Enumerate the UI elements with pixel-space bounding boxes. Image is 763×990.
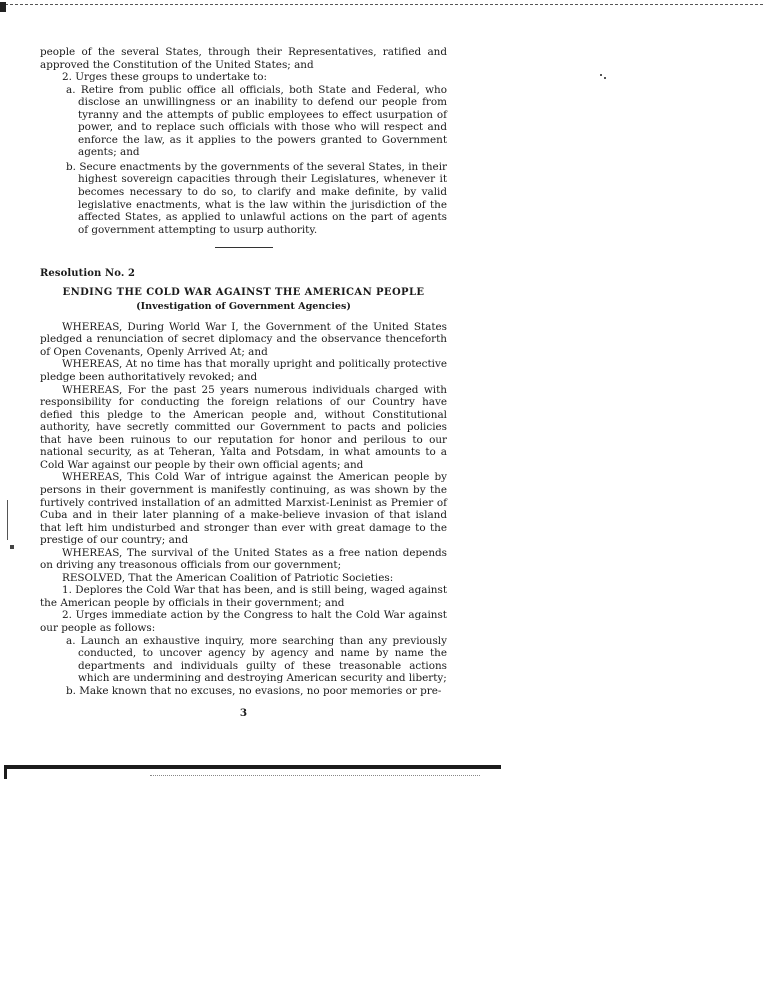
document-page: [40, 46, 447, 720]
bottom-corner-mark: [4, 765, 7, 779]
resolution-title: ENDING THE COLD WAR AGAINST THE AMERICAN PEOPLE: [62, 286, 425, 298]
bottom-edge-bar: [4, 765, 501, 769]
left-margin-mark: [7, 500, 8, 540]
whereas-paragraph: WHEREAS, For the past 25 years numerous individuals charged with responsibility for conducting the foreign relations of our Country have defied this pledge to the American people and, without Constitutional authority, have secretly committed our Government to pacts and policies that have been ruinous to our reputation for honor and perilous to our national security, as at Teheran, Yalta and Potsdam, in what amounts to a Cold War against our people by their own official agents; and: [40, 383, 447, 471]
list-item: 2. Urges immediate action by the Congress to halt the Cold War against our people as follows:: [40, 609, 447, 634]
top-corner-mark: [0, 2, 6, 12]
paragraph: people of the several States, through their Representatives, ratified and approved the Constitution of the United States; and: [40, 46, 447, 71]
top-edge-line: [0, 4, 763, 5]
sub-item-a: a. Retire from public office all officials, both State and Federal, who disclose an unwillingness or an inability to defend our people from tyranny and the attempts of public employees to effect usurpation of power, and to replace such officials with those who will respect and enforce the law, as it applies to the powers granted to Government agents; and: [66, 83, 447, 159]
list-item: 1. Deplores the Cold War that has been, and is still being, waged against the American people by officials in their government; and: [40, 584, 447, 609]
section-divider: [215, 247, 273, 248]
speck: [600, 74, 602, 76]
whereas-paragraph: WHEREAS, This Cold War of intrigue against the American people by persons in their government is manifestly continuing, as was shown by the furtively contrived installation of an admitted Marxist-Leninist as Premier of Cuba and in their later planning of a make-believe invasion of that island that left him undisturbed and stronger than ever with great damage to the prestige of our country; and: [40, 471, 447, 547]
page-number: 3: [239, 707, 248, 720]
whereas-paragraph: WHEREAS, At no time has that morally upright and politically protective pledge been authoritatively revoked; and: [40, 358, 447, 384]
sub-item-b: b. Secure enactments by the governments of the several States, in their highest sovereign capacities through their Legislatures, whenever it becomes necessary to do so, to clarify and make definite, by valid legislative enactments, what is the law within the jurisdiction of the affected States, as applied to unlawful actions on the part of agents of government attempting to usurp authority.: [66, 160, 447, 236]
resolution-subtitle: (Investigation of Government Agencies): [136, 301, 351, 313]
bottom-thin-line: [150, 775, 480, 776]
sub-item-b: b. Make known that no excuses, no evasions, no poor memories or pre-: [66, 684, 442, 697]
sub-item-a: a. Launch an exhaustive inquiry, more searching than any previously conducted, to uncover agency by agency and name by name the departments and individuals guilty of these treasonable actions which are undermining and destroying American security and liberty;: [66, 634, 447, 685]
resolved-paragraph: RESOLVED, That the American Coalition of Patriotic Societies:: [62, 571, 394, 584]
whereas-paragraph: WHEREAS, The survival of the United States as a free nation depends on driving any treasonous officials from our government;: [40, 546, 447, 572]
list-item: 2. Urges these groups to undertake to:: [62, 71, 267, 84]
resolution-number: Resolution No. 2: [40, 268, 136, 280]
left-margin-dot: [10, 545, 14, 549]
speck: [604, 77, 606, 79]
whereas-paragraph: WHEREAS, During World War I, the Government of the United States pledged a renunciation of secret diplomacy and the observance thenceforth of Open Covenants, Openly Arrived At; and: [40, 320, 447, 358]
